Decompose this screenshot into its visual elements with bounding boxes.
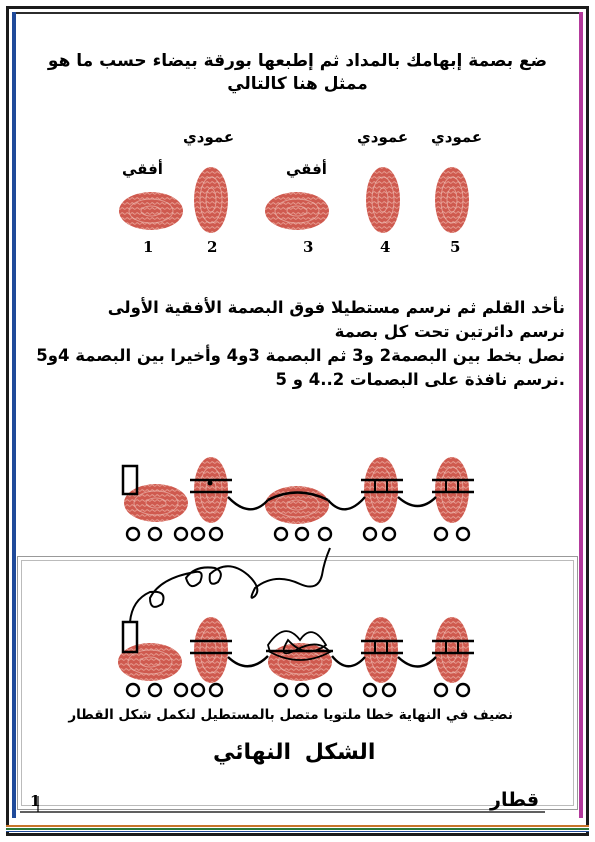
footer-title: قطار [490,789,540,811]
fingerprint-number-5: 5 [450,238,461,256]
fingerprint-number-3: 3 [303,238,314,256]
fingerprint-2 [194,167,228,233]
page-number: 1 [30,792,41,810]
label-vertical-4: عمودي [357,128,409,146]
train-step [123,457,474,540]
train-final [118,548,474,696]
page-title: ضع بصمة إبهامك بالمداد ثم إطبعها بورقة بيضاء حسب ما هو ممثل هنا كالتالي [47,51,548,94]
fingerprint-number-2: 2 [207,238,218,256]
fingerprint-4 [366,167,400,233]
instruction-1: نأخد القلم ثم نرسم مستطيلا فوق البصمة الأفقية الأولى [107,298,565,317]
final-caption: نضيف في النهاية خطا ملتويا متصل بالمستطيل لنكمل شكل القطار [68,707,513,723]
fingerprint-number-1: 1 [143,238,154,256]
label-horizontal-3: أفقي [286,160,327,178]
fingerprint-5 [435,167,469,233]
label-horizontal-1: أفقي [122,160,163,178]
label-vertical-2: عمودي [183,128,235,146]
label-vertical-5: عمودي [431,128,483,146]
final-heading: الشكل النهائي [213,740,376,765]
fingerprint-3 [265,192,329,230]
instruction-4: .نرسم نافذة على البصمات 2..4 و 5 [275,370,565,389]
instruction-3: نصل بخط بين البصمة2 و3 ثم البصمة 3و4 وأخيرا بين البصمة 4و5 [36,346,565,365]
fingerprint-1 [119,192,183,230]
fingerprint-number-4: 4 [380,238,391,256]
fingerprint-row-1 [119,167,469,233]
instruction-2: نرسم دائرتين تحت كل بصمة [334,322,565,341]
